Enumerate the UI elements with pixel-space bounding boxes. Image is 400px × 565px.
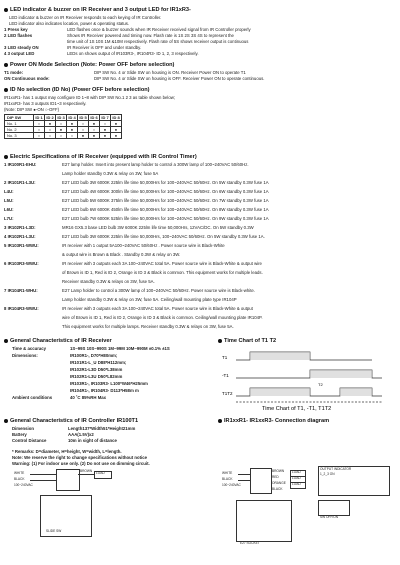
wire-label-orange: ORANGE [272,481,286,485]
label-t1t2: T1T2 [222,391,233,396]
bullet-icon [218,419,222,423]
spec-model: 6 IR103R3-WWU: [4,261,39,266]
ctrl-distance-label: Control Distance [12,438,47,443]
spec-description: E27 LED bulb 7W 6000K 525lm life time 50,000Hrs for 100~240VAC 50/60Hz. On 9W standby 0.3W fuse 1A [62,216,269,221]
ctrl-battery-label: Battery [12,432,27,437]
spec-description: IR receiver with 3 outputs each 3A 100~240VAC total 5A. Power source wire is Black-White & output wire [62,261,262,266]
spec-description: E27 lamp holder. Insert into present lamp holder to control a 300W lamp of 100~240VAC 50/60Hz. [62,162,249,167]
dip-cell: ● [67,127,78,133]
ctrl-dimension-label: Dimension [12,426,34,431]
spec-model: 4 IR102R1-L3U: [4,234,36,239]
dip-cell: ○ [34,121,45,127]
dip-cell: ● [111,121,122,127]
receiver-box [250,468,272,494]
sec1-title: LED indicator & buzzer on IR Receiver and 3 output LED for IR1xR3- [4,7,191,13]
wire-label-brown: BROWN [80,469,93,473]
t1t2-pulse-shade-a [250,388,310,396]
spec-description: E27 LED bulb 4W 6000K 300lm life time 50,000Hrs for 100~240VAC 50/60Hz. On 6W standby 0.3W fuse 1A [62,189,269,194]
characteristic-value: IR102R1-L3U D50*L82mm [70,374,123,379]
ctrl-dimension-value: Length137*Width51*Height21mm [68,426,136,431]
dip-cell: ● [111,127,122,133]
sec3-note: (Note: DIP SW ●-ON ○-OFF) [4,107,60,112]
dip-row [5,133,122,139]
dip-cell: ● [111,133,122,139]
receiver-box [56,469,80,491]
bullet-icon [4,339,8,343]
sec1-row2-label: 2 LED flashes [4,33,33,38]
sec2-t1-label: T1 mode: [4,70,24,75]
spec-model: 7 IR104R1-WHU: [4,288,38,293]
characteristic-value: IR100R1-, D70*H80mm; [70,353,118,358]
sec3-line1: IR1xxR1- has 1 output may configure ID 1~8 with DIP SW No.1 2 3 as table shown below; [4,95,176,100]
slide-switch-label: SLIDE SW [46,529,62,533]
bullet-icon [4,419,8,423]
dip-cell: ● [45,121,56,127]
label-t2: T2 [318,382,323,387]
sec4-title: Electric Specifications of IR Receiver (equipped with IR Control Timer) [4,154,197,160]
ac-source-label: 100~240VAC [14,483,33,487]
dip-header: ID 7 [101,115,109,120]
spec-model: L4U: [4,189,14,194]
time-chart-caption: Time Chart of T1, -T1, T1T2 [262,406,332,412]
wire-white [30,474,56,475]
characteristic-label: Time & accuracy [12,346,47,351]
dip-cell: ● [89,121,100,127]
spec-model: 1 IR100R1-EHU: [4,162,37,167]
sec2-on-text: DIP SW No. 4 or Slide SW on housing is OFF. Receiver Power ON to operate continuous. [94,76,265,81]
dip-switch-table [4,114,122,139]
bullet-icon [218,339,222,343]
spec-description: E27 LED bulb 5W 6000K 375lm life time 50,000Hrs for 100~240VAC 50/60Hz. On 7W standby 0.3W fuse 1A [62,198,269,203]
wire-label-brown: BROWN [272,469,285,473]
receiver-photo [236,500,292,542]
bullet-icon [4,88,8,92]
dip-row-label: No. 1 [5,121,34,127]
sec1-row3-text: IR Receiver is OFF and under standby. [67,45,142,50]
dip-switch-graphic [318,500,350,516]
wire-white [238,474,250,475]
spec-description: IR receiver with 1 output 5A100~240VAC 50/60Hz . Power source wire is Black-White [62,243,225,248]
output-ids-label: 1_2_3 ON [320,472,335,476]
sec1-row2-text: Shows IR Receiver powered and timing now. Flash rate is 1S 2S 3S 4S to represent the [67,33,234,38]
characteristic-value: IR102R1-L3D D50*L38mm [70,367,123,372]
wire-label-black-common: BLACK [272,487,283,491]
ac-source-label: 100~240VAC [222,483,241,487]
sec6-title: Time Chart of T1 T2 [218,338,276,344]
sec2-on-label: ON Continuous mode: [4,76,50,81]
wire-black [30,480,56,481]
dip-cell: ○ [56,121,67,127]
spec-description: wire of Brown is ID 1, Red is ID 2, Orange is ID 3 & Black is common. Ceiling/wall mounting plate IR104P. [62,315,263,320]
dip-cell: ○ [100,121,111,127]
spec-description: of Brown is ID 1, Red is ID 2, Orange is ID 3 & Black is common. This equipment works for multiple leads. [62,270,263,275]
wire-label-white: WHITE [222,471,233,475]
sec2-title: Power ON Mode Selection (Note: Power OFF before selection) [4,62,174,68]
spec-model: L6U: [4,207,14,212]
bullet-icon [4,63,8,67]
switch-label: SW OFF/ON [320,515,339,519]
spec-description: This equipment works for multiple lamps. Receiver standby 0.3W & relays on 3W, fuse 5A. [62,324,234,329]
dip-cell: ● [56,127,67,133]
sec1-row1-label: 1 Press key [4,27,28,32]
sec1-row4-label: 4 3 output LED [4,51,35,56]
ctrl-distance-value: 10m in sight of distance [68,438,117,443]
characteristic-value: 1S~99S 10S~990S 1M~99M 10M~990M ±0.1% ±1S [70,346,170,351]
sec8-title: IR1xxR1- IR1xxR3- Connection diagram [218,418,329,424]
load-label: LOAD [292,482,301,486]
label-t1: T1 [222,355,228,360]
dip-header: ID 3 [57,115,65,120]
sec1-row3-label: 3 LED steady ON [4,45,39,50]
spec-model: L5U: [4,198,14,203]
characteristic-label: Ambient conditions [12,395,53,400]
spec-model: L7U: [4,216,14,221]
spec-description: E27 LED bulb 3W 6000K 225lm life time 50,000Hrs for 100~240VAC 50/60Hz. On 5W standby 0.3W fuse 1A [62,180,269,185]
spec-description: E27 LED bulb 3W 6000K 225lm life time 50,000Hrs, 100~240VAC 50/60Hz. On 5W standby 0.3W fuse 1A. [62,234,265,239]
spec-description: & output wire is Brown & Black . Standby 0.3W & relay on 3W. [62,252,181,257]
spec-model: 5 IR103R1-WWU: [4,243,39,248]
wire-label-white: WHITE [14,471,25,475]
dip-header: ID 2 [46,115,54,120]
wire-black [238,480,250,481]
spec-model: 2 IR101R1-L3U: [4,180,36,185]
minus-t1-pulse-shade [310,370,372,378]
dip-cell: ○ [45,133,56,139]
load-label: LOAD [96,471,105,475]
sec3-line2: IR1xxR3- has 3 outputs ID1~3 respectively. [4,101,87,106]
spec-description: E27 Lamp holder to control a 300W lamp of 100~240VAC 50/60Hz. Power source wire is Black-white. [62,288,256,293]
dip-cell: ● [67,121,78,127]
spec-model: 3 IR102R1-L3D: [4,225,36,230]
load-label: LOAD [292,470,301,474]
bullet-icon [4,155,8,159]
spec-description: E27 LED bulb 6W 6000K 450lm life time 50,000Hrs for 100~240VAC 50/60Hz. On 8W standby 0.3W fuse 1A [62,207,269,212]
ctrl-battery-value: AAA(1.5V)x2 [68,432,94,437]
spec-description: IR receiver with 3 outputs each 3A 100~240VAC total 5A. Power source wire is Black-White & output [62,306,253,311]
dip-header: ID 6 [90,115,98,120]
spec-model: 8 IR104R3-WWU: [4,306,39,311]
sec3-title: ID No selection (ID No) (Power OFF before selection) [4,87,150,93]
dip-header: ID 1 [35,115,43,120]
dip-row-label: No. 2 [5,127,34,133]
dip-cell: ○ [78,127,89,133]
time-chart [222,348,394,412]
wire-brown [78,474,94,475]
dip-header: DIP SW [5,115,34,121]
note: Note: We reserve the right to change specifications without notice [12,455,148,460]
dip-header: ID 5 [79,115,87,120]
spec-description: Receiver standby 0.3W & relays on 3W, fuse 5A. [62,279,155,284]
load-label: LOAD [292,476,301,480]
warning: Warning: (1) For indoor use only. (2) Do not use on dimming circuit. [12,461,150,466]
socket-label: E27 SOCKET [240,541,260,545]
dip-cell: ● [78,133,89,139]
sec7-title: General Characteristics of IR Controller IR100T1 [4,418,138,424]
spec-description: Lamp holder standby 0.3W & relay on 3W, fuse 5A. Ceiling/wall mounting plate type IR104P [62,297,237,302]
characteristic-value: IR104R1-, IR104R3- D113*H58m m [70,388,139,393]
dip-cell: ○ [89,127,100,133]
characteristic-label: Dimensions: [12,353,38,358]
dip-cell: ● [100,127,111,133]
characteristic-value: IR101R1-L_U D88*H112mm; [70,360,127,365]
wire-label-black: BLACK [14,477,25,481]
characteristic-value: IR103R1-, IR103R3- L100*W46*H25mm [70,381,148,386]
t1t2-pulse-shade-b [340,388,372,396]
sec1-row1-text: LED flashes once & buzzer sounds when IR Receiver received signal from IR Controller properly [67,27,251,32]
wire-label-black: BLACK [222,477,233,481]
characteristic-value: 40 ˚C 85%RH Max [70,395,107,400]
sec1-line1: LED indicator & buzzer on IR Receiver responds to each keying of IR Controller. [9,15,162,20]
label-minus-t1: -T1 [222,373,229,378]
sec2-t1-text: DIP SW No. 4 or Slide SW on housing is ON. Receiver Power ON to operate T1 [94,70,246,75]
dip-cell: ○ [34,127,45,133]
sec1-row2-text2: time unit of 1S 10S 1M &10M respectively. Flash rate of 5S shows receiver output is continuous [67,39,249,44]
dip-cell: ● [100,133,111,139]
dip-header: ID 8 [112,115,120,120]
dip-cell: ○ [78,121,89,127]
remarks: * Remarks: D=diameter, H=height, W=width, L=length. [12,449,122,454]
sec1-line2: LED indicator also indicates location, power & operating status. [9,21,130,26]
dip-header: ID 4 [68,115,76,120]
dip-cell: ● [89,133,100,139]
dip-cell: ○ [34,133,45,139]
bullet-icon [4,8,8,12]
dip-cell: ○ [67,133,78,139]
wire-label-red: RED [272,475,279,479]
dip-row-label: No. 3 [5,133,34,139]
spec-description: Lamp holder standby 0.3W & relay on 3W, fuse 5A [62,171,159,176]
dip-cell: ○ [45,127,56,133]
dip-cell: ○ [56,133,67,139]
output-indicator-label: OUTPUT INDICATOR [320,467,352,471]
sec1-row4-text: LEDs on shows output of IR103R3-, IR104R3- ID 1, 2, 3 respectively. [67,51,199,56]
t1-pulse-shade [250,352,310,360]
sec5-title: General Characteristics of IR Receiver [4,338,112,344]
spec-description: MR16 GX5.3 base LED bulb 3W 6000K 225lm life time 50,000Hrs, 12VAC/DC. On 5W standby 0.3W [62,225,254,230]
